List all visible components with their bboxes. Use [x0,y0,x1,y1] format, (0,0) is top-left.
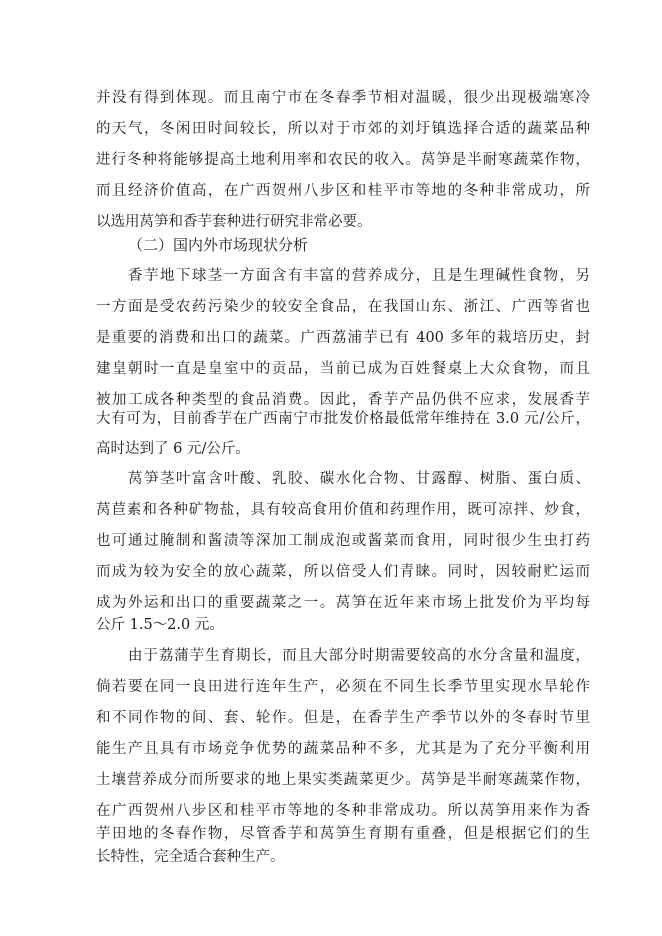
lettuce-line-5: 成为外运和出口的重要蔬菜之一。莴笋在近年来市场上批发价为平均每 [96,595,590,611]
taro-line-1: 香芋地下球茎一方面含有丰富的营养成分，且是生理碱性食物，另 [128,268,590,284]
taro-line-6: 大有可为，目前香芋在广西南宁市批发价格最低常年维持在 3.0 元/公斤， [96,411,590,427]
intro-line-4: 而且经济价值高，在广西贺州八步区和桂平市等地的冬种非常成功，所 [96,183,590,199]
lettuce-line-6: 公斤 1.5～2.0 元。 [96,617,224,633]
intro-line-2: 的天气，冬闲田时间较长，所以对于市郊的刘圩镇选择合适的蔬菜品种 [96,121,590,137]
rotation-line-4: 能生产且具有市场竞争优势的蔬菜品种不多，尤其是为了充分平衡利用 [96,741,590,757]
taro-line-2: 一方面是受农药污染少的较安全食品，在我国山东、浙江、广西等省也 [96,299,590,315]
taro-line-7: 高时达到了 6 元/公斤。 [96,441,250,457]
intro-line-3: 进行冬种将能够提高土地利用率和农民的收入。莴笋是半耐寒蔬菜作物， [96,152,590,168]
lettuce-line-3: 也可通过腌制和酱渍等深加工制成泡或酱菜而食用，同时很少生虫打药 [96,533,590,549]
lettuce-line-4: 而成为较为安全的放心蔬菜，所以倍受人们青睐。同时，因较耐贮运而 [96,564,590,580]
rotation-line-3: 和不同作物的间、套、轮作。但是，在香芋生产季节以外的冬春时节里 [96,710,590,726]
section-heading: （二）国内外市场现状分析 [128,236,309,254]
rotation-line-1: 由于荔蒲芋生育期长，而且大部分时期需要较高的水分含量和温度， [128,648,590,664]
rotation-line-2: 倘若要在同一良田进行连年生产，必须在不同生长季节里实现水旱轮作 [96,679,590,695]
rotation-line-8: 长特性，完全适合套种生产。 [96,849,285,865]
taro-line-5: 被加工成各种类型的食品消费。因此，香芋产品仍供不应求，发展香芋 [96,392,590,408]
lettuce-line-2: 莴苣素和各种矿物盐，具有较高食用价值和药理作用，既可凉拌、炒食， [96,502,590,518]
rotation-line-6: 在广西贺州八步区和桂平市等地的冬种非常成功。所以莴笋用来作为香 [96,803,590,819]
intro-line-1: 并没有得到体现。而且南宁市在冬春季节相对温暖，很少出现极端寒冷 [96,90,590,106]
rotation-line-5: 土壤营养成分而所要求的地上果实类蔬菜更少。莴笋是半耐寒蔬菜作物， [96,772,590,788]
lettuce-line-1: 莴笋茎叶富含叶酸、乳胶、碳水化合物、甘露醇、树脂、蛋白质、 [128,471,590,487]
taro-line-4: 建皇朝时一直是皇室中的贡品，当前已成为百姓餐桌上大众食物，而且 [96,361,590,377]
intro-line-5: 以选用莴笋和香芋套种进行研究非常必要。 [96,214,372,230]
taro-line-3: 是重要的消费和出口的蔬菜。广西荔浦芋已有 400 多年的栽培历史，封 [96,330,590,346]
rotation-line-7: 芋田地的冬春作物，尽管香芋和莴笋生育期有重叠，但是根据它们的生 [96,826,590,842]
